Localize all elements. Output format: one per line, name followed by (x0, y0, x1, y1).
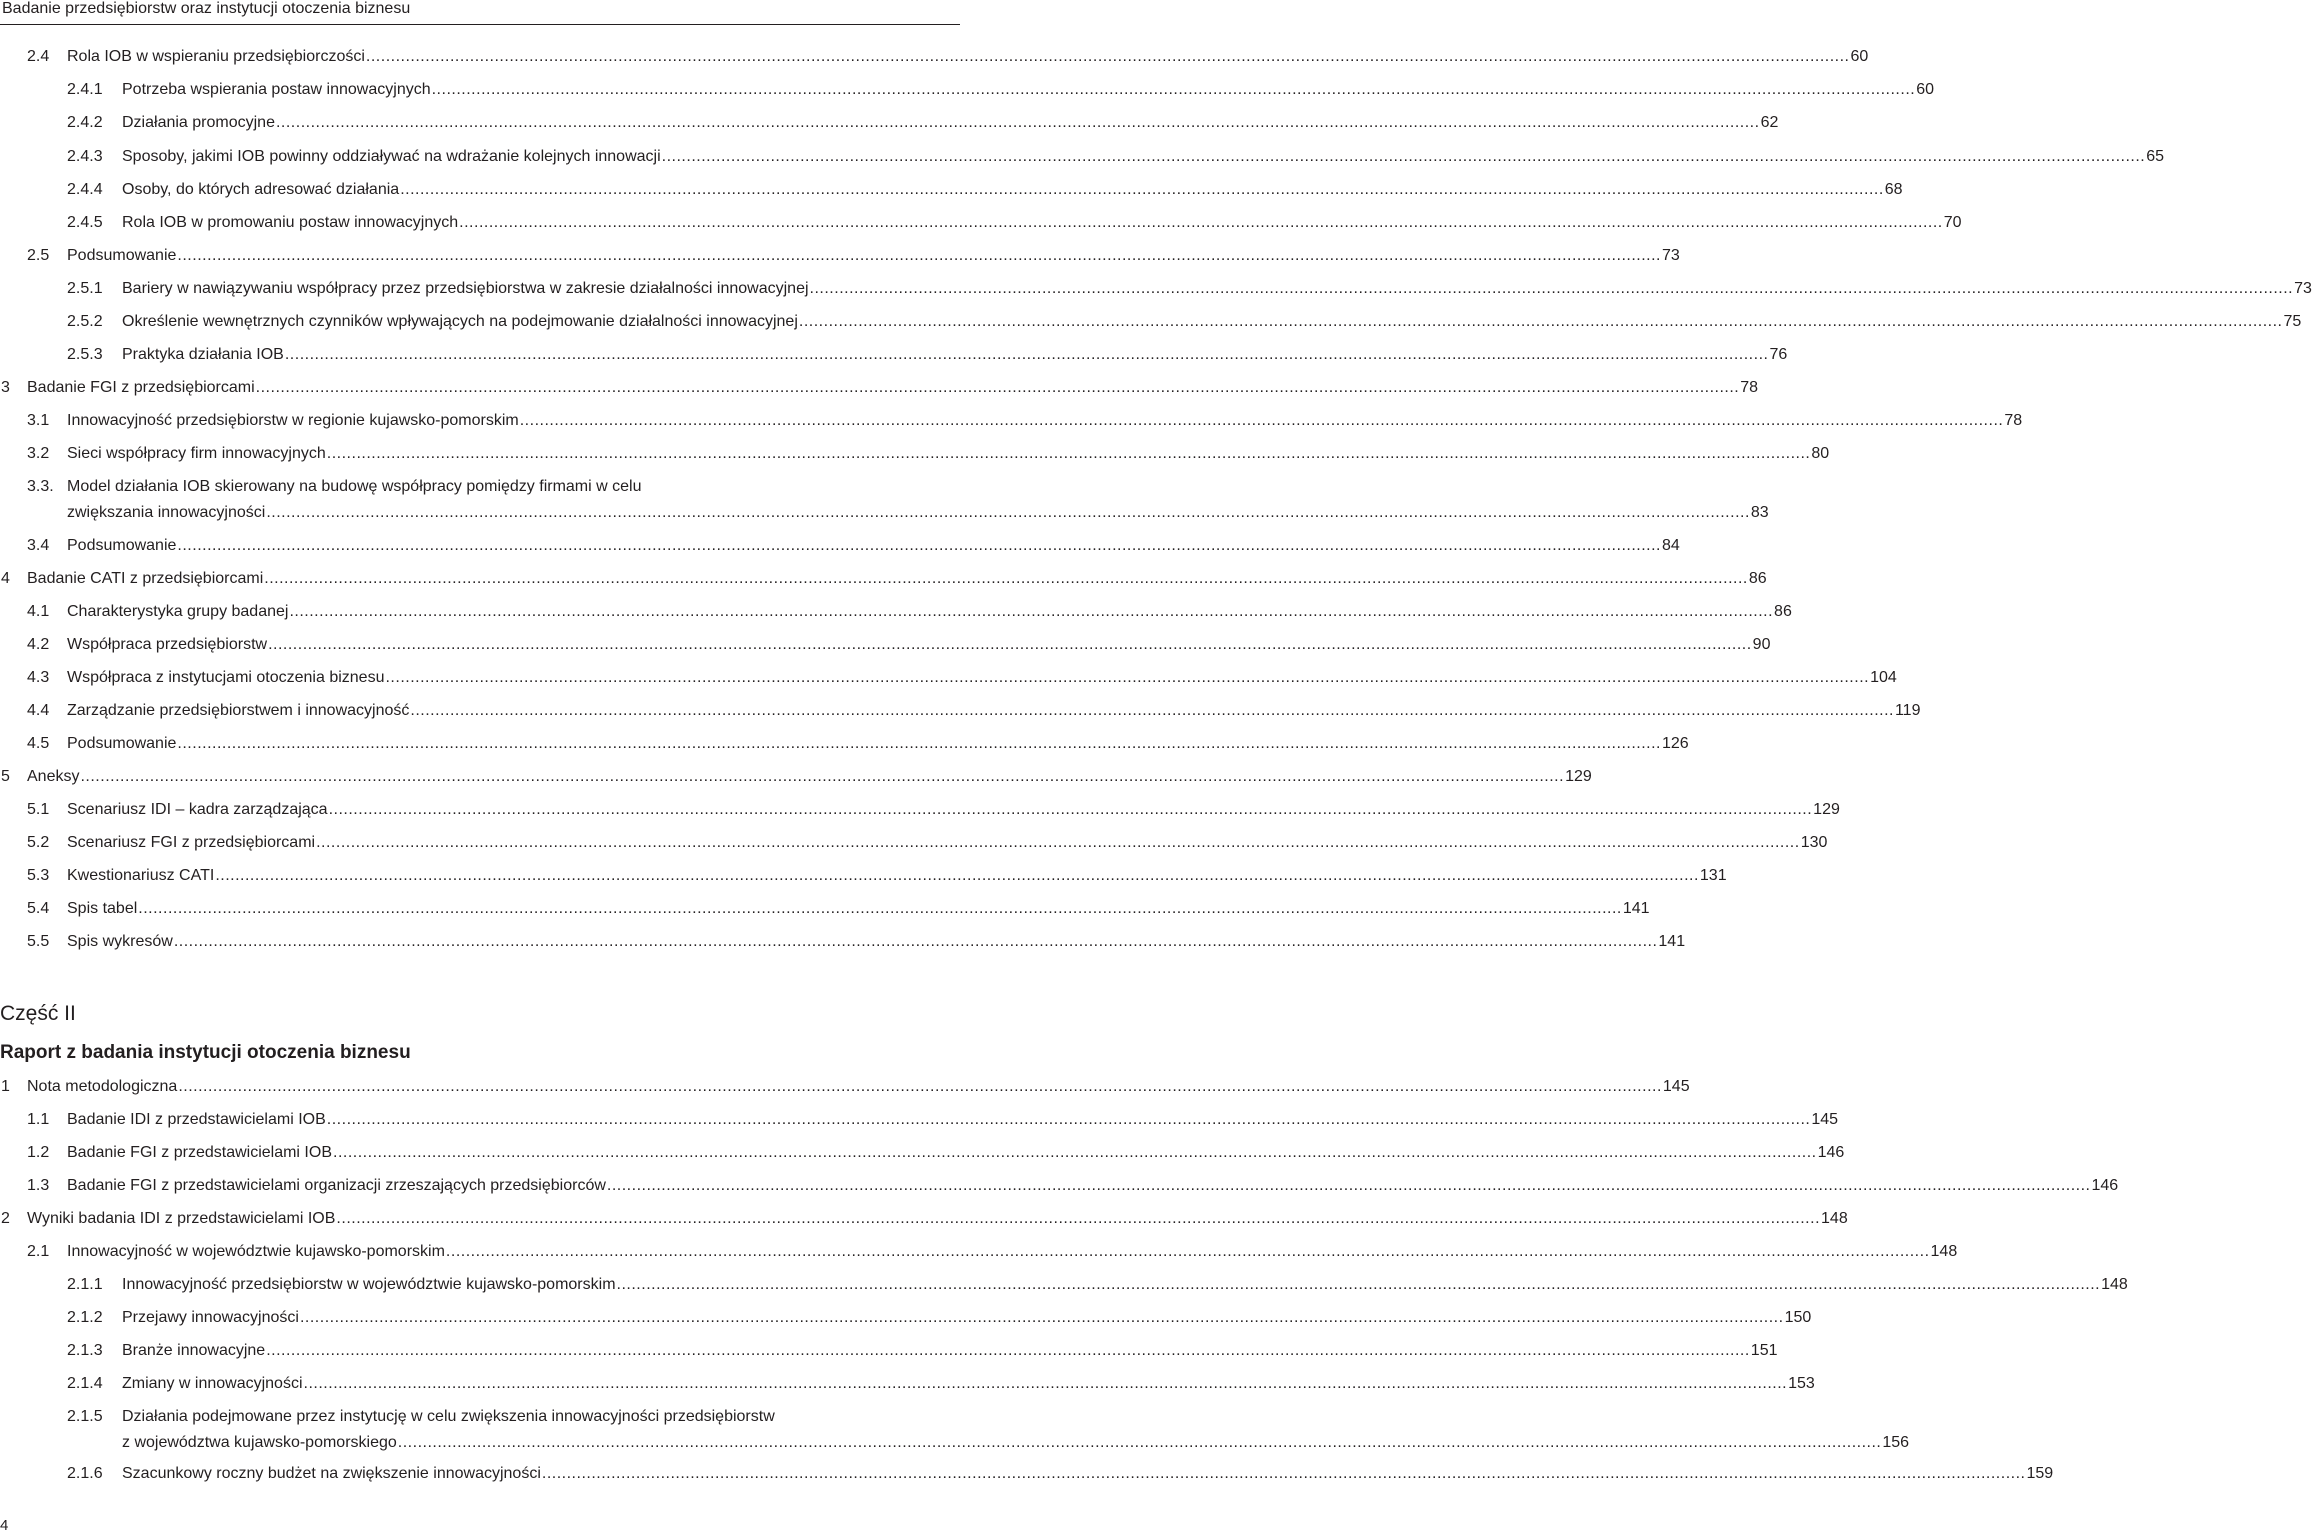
toc-entry-title-line1: Działania podejmowane przez instytucję w celu zwiększenia innowacyjności przedsiębiorstw (122, 1408, 775, 1425)
toc-entry-number: 2.1.6 (67, 1465, 103, 1482)
toc-entry-number: 2.1.4 (67, 1375, 103, 1392)
dot-leader: ............................................................................................................................................................................................................................................................................................................ (177, 537, 1661, 554)
toc-entry-title: Scenariusz FGI z przedsiębiorcami (67, 834, 316, 851)
dot-leader: ............................................................................................................................................................................................................................................................................................................ (445, 1243, 1930, 1260)
toc-entry-number: 4.1 (27, 603, 50, 620)
toc-entry-page: 131 (1699, 867, 1727, 884)
toc-entry-title: z województwa kujawsko-pomorskiego (122, 1434, 397, 1451)
dot-leader: ............................................................................................................................................................................................................................................................................................................ (177, 735, 1661, 752)
toc-entry-title: Badanie FGI z przedstawicielami organizacji zrzeszających przedsiębiorców (67, 1177, 606, 1194)
dot-leader: ............................................................................................................................................................................................................................................................................................................ (255, 379, 1740, 396)
page-number: 4 (0, 1517, 9, 1534)
dot-leader: ............................................................................................................................................................................................................................................................................................................ (215, 867, 1699, 884)
toc-entry-title: Wyniki badania IDI z przedstawicielami IOB (27, 1210, 336, 1227)
dot-leader: ............................................................................................................................................................................................................................................................................................................ (541, 1465, 2026, 1482)
dot-leader: ............................................................................................................................................................................................................................................................................................................ (266, 504, 1750, 521)
toc-entry-number: 2.1.2 (67, 1309, 103, 1326)
part-title: Część II (0, 1002, 76, 1025)
dot-leader: ............................................................................................................................................................................................................................................................................................................ (264, 570, 1748, 587)
toc-entry-page: 73 (2294, 280, 2312, 297)
toc-entry-page: 62 (1760, 114, 1779, 131)
toc-entry-page: 84 (1662, 537, 1680, 554)
toc-entry-number: 2.5.2 (67, 313, 103, 330)
toc-entry-number: 2 (1, 1210, 10, 1227)
toc-entry-number: 2.4.3 (67, 148, 103, 165)
toc-entry-page: 119 (1894, 702, 1921, 719)
toc-entry-number: 2.1.3 (67, 1342, 103, 1359)
toc-entry-page: 141 (1658, 933, 1686, 950)
toc-entry-page: 141 (1622, 900, 1650, 917)
toc-entry-number: 4.3 (27, 669, 50, 686)
toc-entry-page: 148 (1821, 1210, 1848, 1227)
toc-entry-page: 78 (2004, 412, 2023, 429)
dot-leader: ............................................................................................................................................................................................................................................................................................................ (400, 181, 1884, 198)
toc-entry-title: Praktyka działania IOB (122, 346, 284, 363)
toc-entry-title: Innowacyjność przedsiębiorstw w regionie kujawsko-pomorskim (67, 412, 519, 429)
toc-entry-page: 70 (1943, 214, 1962, 231)
toc-entry-number: 5 (1, 768, 10, 785)
toc-entry-title: Przejawy innowacyjności (122, 1309, 299, 1326)
toc-entry-number: 2.4.2 (67, 114, 103, 131)
toc-entry-page: 83 (1750, 504, 1769, 521)
toc-entry-page: 145 (1662, 1078, 1690, 1095)
dot-leader: ............................................................................................................................................................................................................................................................................................................ (809, 280, 2294, 297)
dot-leader: ............................................................................................................................................................................................................................................................................................................ (336, 1210, 1821, 1227)
dot-leader: ............................................................................................................................................................................................................................................................................................................ (266, 1342, 1750, 1359)
toc-entry-number: 4.4 (27, 702, 50, 719)
dot-leader: ............................................................................................................................................................................................................................................................................................................ (326, 445, 1811, 462)
toc-entry-number: 2.1.1 (67, 1276, 103, 1293)
dot-leader: ............................................................................................................................................................................................................................................................................................................ (173, 933, 1658, 950)
dot-leader: ............................................................................................................................................................................................................................................................................................................ (328, 801, 1813, 818)
toc-entry-number: 5.3 (27, 867, 50, 884)
toc-entry-number: 1.1 (27, 1111, 50, 1128)
toc-entry-title: Innowacyjność w województwie kujawsko-pomorskim (67, 1243, 445, 1260)
dot-leader: ............................................................................................................................................................................................................................................................................................................ (616, 1276, 2101, 1293)
dot-leader: ............................................................................................................................................................................................................................................................................................................ (138, 900, 1622, 917)
toc-entry-title: Badanie FGI z przedstawicielami IOB (67, 1144, 332, 1161)
dot-leader: ............................................................................................................................................................................................................................................................................................................ (661, 148, 2146, 165)
dot-leader: ............................................................................................................................................................................................................................................................................................................ (333, 1144, 1817, 1161)
toc-entry-page: 150 (1784, 1309, 1812, 1326)
dot-leader: ............................................................................................................................................................................................................................................................................................................ (299, 1309, 1784, 1326)
toc-entry-number: 2.4.5 (67, 214, 103, 231)
toc-entry-title: Szacunkowy roczny budżet na zwiększenie innowacyjności (122, 1465, 541, 1482)
dot-leader: ............................................................................................................................................................................................................................................................................................................ (284, 346, 1769, 363)
dot-leader: ............................................................................................................................................................................................................................................................................................................ (289, 603, 1774, 620)
toc-entry-title: Spis tabel (67, 900, 138, 917)
report-title: Raport z badania instytucji otoczenia biznesu (0, 1042, 411, 1063)
dot-leader: ............................................................................................................................................................................................................................................................................................................ (275, 114, 1760, 131)
toc-entry-number: 3 (1, 379, 10, 396)
toc-entry-page: 146 (2091, 1177, 2119, 1194)
dot-leader: ............................................................................................................................................................................................................................................................................................................ (316, 834, 1800, 851)
toc-entry-page: 78 (1740, 379, 1759, 396)
dot-leader: ............................................................................................................................................................................................................................................................................................................ (606, 1177, 2091, 1194)
dot-leader: ............................................................................................................................................................................................................................................................................................................ (410, 702, 1894, 719)
toc-entry-page: 86 (1748, 570, 1767, 587)
dot-leader: ............................................................................................................................................................................................................................................................................................................ (519, 412, 2004, 429)
toc-entry-title: Badanie CATI z przedsiębiorcami (27, 570, 264, 587)
toc-entry-page: 68 (1884, 181, 1903, 198)
toc-entry-title: Bariery w nawiązywaniu współpracy przez przedsiębiorstwa w zakresie działalności innowacyjnej (122, 280, 809, 297)
toc-entry-page: 130 (1800, 834, 1828, 851)
toc-entry-title: Branże innowacyjne (122, 1342, 266, 1359)
toc-entry-title: Badanie FGI z przedsiębiorcami (27, 379, 255, 396)
toc-entry-title: Zarządzanie przedsiębiorstwem i innowacyjność (67, 702, 410, 719)
toc-entry-title: Innowacyjność przedsiębiorstw w województwie kujawsko-pomorskim (122, 1276, 616, 1293)
toc-entry-number: 5.2 (27, 834, 50, 851)
toc-entry-title: Podsumowanie (67, 537, 177, 554)
toc-entry-number: 4.5 (27, 735, 50, 752)
toc-entry-number: 2.5 (27, 247, 50, 264)
toc-entry-title: Nota metodologiczna (27, 1078, 178, 1095)
toc-entry-page: 60 (1850, 48, 1869, 65)
dot-leader: ............................................................................................................................................................................................................................................................................................................ (798, 313, 2283, 330)
dot-leader: ............................................................................................................................................................................................................................................................................................................ (80, 768, 1565, 785)
toc-entry-page: 153 (1788, 1375, 1815, 1392)
toc-entry-number: 3.1 (27, 412, 50, 429)
toc-entry-title: Działania promocyjne (122, 114, 275, 131)
toc-entry-number: 2.4.1 (67, 81, 103, 98)
toc-entry-page: 126 (1662, 735, 1689, 752)
toc-entry-page: 73 (1662, 247, 1680, 264)
toc-entry-page: 146 (1817, 1144, 1845, 1161)
toc-entry-title: Osoby, do których adresować działania (122, 181, 400, 198)
toc-entry-number: 5.5 (27, 933, 50, 950)
toc-entry-title: Podsumowanie (67, 735, 177, 752)
toc-entry-title: Kwestionariusz CATI (67, 867, 215, 884)
toc-entry-number: 1.3 (27, 1177, 50, 1194)
toc-entry-title: Rola IOB w wspieraniu przedsiębiorczości (67, 48, 365, 65)
running-header-title: Badanie przedsiębiorstw oraz instytucji otoczenia biznesu (2, 0, 411, 17)
dot-leader: ............................................................................................................................................................................................................................................................................................................ (365, 48, 1850, 65)
toc-entry-number: 5.1 (27, 801, 50, 818)
toc-entry-page: 159 (2026, 1465, 2054, 1482)
toc-entry-title: Badanie IDI z przedstawicielami IOB (67, 1111, 326, 1128)
toc-entry-page: 148 (1930, 1243, 1958, 1260)
toc-entry-number: 2.5.1 (67, 280, 103, 297)
toc-entry-title: Aneksy (27, 768, 80, 785)
toc-entry-title: Współpraca z instytucjami otoczenia biznesu (67, 669, 385, 686)
toc-entry-page: 90 (1752, 636, 1771, 653)
dot-leader: ............................................................................................................................................................................................................................................................................................................ (178, 1078, 1662, 1095)
toc-entry-number: 2.4.4 (67, 181, 103, 198)
toc-entry-number: 2.5.3 (67, 346, 103, 363)
toc-entry-title: Potrzeba wspierania postaw innowacyjnych (122, 81, 431, 98)
toc-entry-title: Określenie wewnętrznych czynników wpływających na podejmowanie działalności innowacyjnej (122, 313, 798, 330)
toc-entry-page: 151 (1750, 1342, 1778, 1359)
dot-leader: ............................................................................................................................................................................................................................................................................................................ (268, 636, 1752, 653)
toc-entry-title-line1: Model działania IOB skierowany na budowę współpracy pomiędzy firmami w celu (67, 478, 642, 495)
toc-entry-title: Rola IOB w promowaniu postaw innowacyjnych (122, 214, 459, 231)
toc-entry-page: 129 (1565, 768, 1592, 785)
toc-entry-number: 1 (1, 1078, 10, 1095)
toc-entry-title: Współpraca przedsiębiorstw (67, 636, 268, 653)
toc-entry-page: 80 (1811, 445, 1830, 462)
dot-leader: ............................................................................................................................................................................................................................................................................................................ (459, 214, 1943, 231)
toc-entry-title: zwiększania innowacyjności (67, 504, 266, 521)
toc-entry-number: 2.1.5 (67, 1408, 103, 1425)
dot-leader: ............................................................................................................................................................................................................................................................................................................ (385, 669, 1870, 686)
toc-entry-number: 3.2 (27, 445, 50, 462)
toc-entry-title: Scenariusz IDI – kadra zarządzająca (67, 801, 328, 818)
toc-entry-page: 75 (2283, 313, 2302, 330)
toc-entry-title: Podsumowanie (67, 247, 177, 264)
toc-entry-page: 156 (1882, 1434, 1910, 1451)
toc-entry-page: 104 (1870, 669, 1897, 686)
toc-entry-number: 2.4 (27, 48, 50, 65)
toc-entry-title: Charakterystyka grupy badanej (67, 603, 289, 620)
toc-entry-number: 1.2 (27, 1144, 50, 1161)
toc-entry-title: Spis wykresów (67, 933, 173, 950)
toc-entry-number: 2.1 (27, 1243, 50, 1260)
dot-leader: ............................................................................................................................................................................................................................................................................................................ (177, 247, 1661, 264)
toc-entry-page: 145 (1811, 1111, 1839, 1128)
toc-entry-number: 4.2 (27, 636, 50, 653)
toc-entry-page: 76 (1769, 346, 1788, 363)
toc-entry-number: 3.3. (27, 478, 54, 495)
toc-entry-title: Sieci współpracy firm innowacyjnych (67, 445, 326, 462)
dot-leader: ............................................................................................................................................................................................................................................................................................................ (431, 81, 1916, 98)
toc-entry-page: 148 (2101, 1276, 2128, 1293)
toc-entry-title: Sposoby, jakimi IOB powinny oddziaływać na wdrażanie kolejnych innowacji (122, 148, 661, 165)
dot-leader: ............................................................................................................................................................................................................................................................................................................ (303, 1375, 1788, 1392)
toc-entry-page: 60 (1916, 81, 1934, 98)
toc-entry-title: Zmiany w innowacyjności (122, 1375, 303, 1392)
toc-entry-number: 4 (1, 570, 10, 587)
toc-entry-page: 65 (2146, 148, 2165, 165)
dot-leader: ............................................................................................................................................................................................................................................................................................................ (397, 1434, 1882, 1451)
toc-entry-number: 3.4 (27, 537, 50, 554)
toc-entry-page: 86 (1774, 603, 1792, 620)
toc-entry-page: 129 (1813, 801, 1840, 818)
dot-leader: ............................................................................................................................................................................................................................................................................................................ (326, 1111, 1811, 1128)
toc-entry-number: 5.4 (27, 900, 50, 917)
